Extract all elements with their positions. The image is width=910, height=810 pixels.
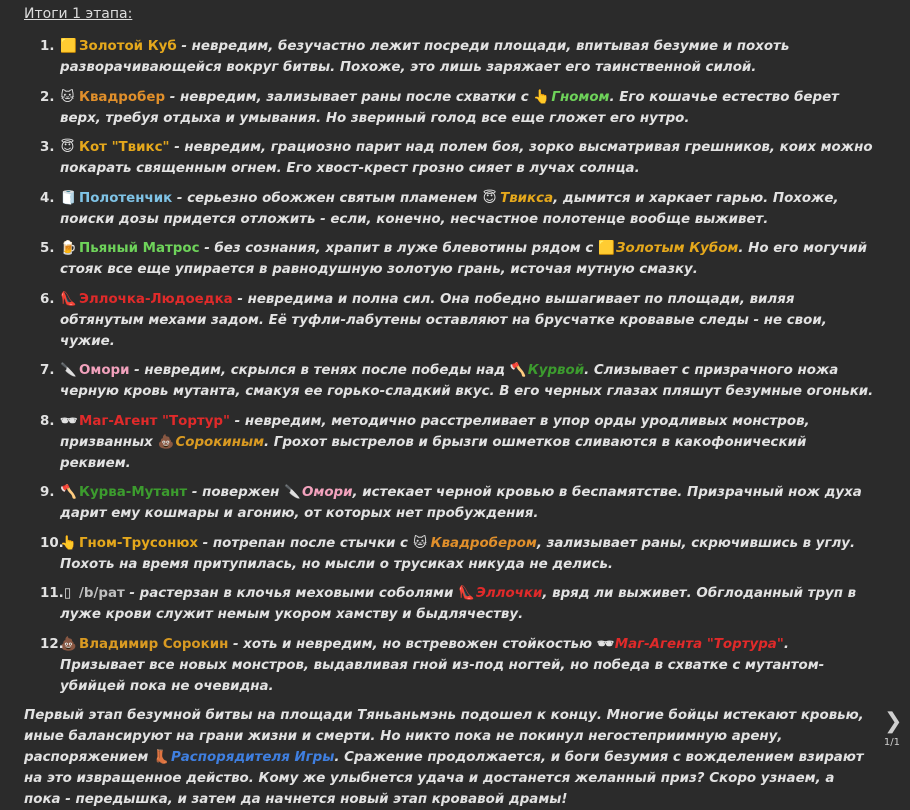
item-number: 12. <box>40 636 64 652</box>
results-list <box>24 36 874 697</box>
fighter-name: Полотенчик <box>79 190 173 206</box>
fighter-name: Маг-Агент "Тортур" <box>79 413 230 429</box>
stage-title: Итоги 1 этапа: <box>24 6 133 22</box>
reference-emoji-icon: 👢 <box>152 750 170 765</box>
result-item <box>40 238 874 280</box>
text-segment: , вряд ли выживет. Обглоданный труп в луже крови служит немым укором хамству и быдлячеству. <box>60 586 857 622</box>
text-segment: - без сознания, храпит в луже блевотины рядом с <box>199 241 599 256</box>
fighter-emoji-icon: ▯ <box>63 586 72 601</box>
reference-emoji-icon: 💩 <box>157 434 175 450</box>
text-segment: - невредим, грациозно парит над полем боя, зорко высматривая грешников, коих можно покарать священным огнем. Его хвост-крест грозно сияет в лучах солнца. <box>60 140 873 176</box>
reference-emoji-icon: 🪓 <box>509 363 527 378</box>
reference-emoji-icon: 🐱 <box>413 535 428 551</box>
item-number: 4. <box>40 190 55 206</box>
summary-paragraph <box>24 705 874 810</box>
result-item <box>40 289 874 352</box>
fighter-reference: Маг-Агента "Тортура" <box>614 636 784 652</box>
fighter-emoji-icon: 🍺 <box>60 241 77 256</box>
result-item <box>40 482 874 524</box>
text-segment: Первый этап безумной битвы на площади Тяньаньмэнь подошел к концу. Многие бойцы истекают кровью, иные балансируют на грани жизни и смерти. Но никто пока не покинул негостеприимную арену, распоряжением <box>24 708 864 765</box>
fighter-emoji-icon: 🧻 <box>60 190 77 206</box>
fighter-emoji-icon: 👠 <box>60 291 77 307</box>
reference-emoji-icon: 👆 <box>533 89 551 105</box>
reference-emoji-icon: 😇 <box>482 190 497 206</box>
text-segment: . Его кошачье естество берет верх, требуя отдыха и умывания. Но звериный голод все еще гложет его нутро. <box>60 89 839 126</box>
message-body <box>24 4 874 810</box>
fighter-name: Гном-Трусонюх <box>79 535 198 551</box>
fighter-emoji-icon: 💩 <box>60 636 77 652</box>
text-segment: - серьезно обожжен святым пламенем <box>172 190 483 206</box>
result-item <box>40 533 874 575</box>
text-segment: - растерзан в клочья меховыми соболями <box>124 586 459 601</box>
fighter-name: Курва-Мутант <box>79 485 188 500</box>
text-segment: , дымится и харкает гарью. Похоже, поиски дозы придется отложить - если, конечно, несчастное полотенце вообще выживет. <box>60 190 839 227</box>
text-segment: , зализывает раны, скрючившись в углу. Похоть на время притупилась, но мысли о трусиках никуда не делись. <box>60 535 856 572</box>
fighter-reference: Гномом <box>551 89 610 105</box>
fighter-reference: Эллочки <box>476 586 543 601</box>
fighter-reference: Распорядителя Игры <box>170 750 335 765</box>
result-item <box>40 411 874 474</box>
fighter-name: /b/рат <box>79 586 125 601</box>
fighter-name: Пьяный Матрос <box>79 241 200 256</box>
fighter-reference: Курвой <box>527 363 585 378</box>
text-segment: - потрепан после стычки с <box>197 535 413 551</box>
item-number: 9. <box>40 485 55 500</box>
item-number: 8. <box>40 413 55 429</box>
chevron-right-icon[interactable]: ❯ <box>884 709 903 734</box>
result-item <box>40 87 874 129</box>
fighter-name: Владимир Сорокин <box>79 636 229 652</box>
item-number: 11. <box>40 586 64 601</box>
item-number: 1. <box>40 39 55 54</box>
fighter-reference: Квадробером <box>430 535 537 551</box>
item-number: 3. <box>40 140 55 155</box>
text-segment: . Но его могучий стояк все еще упирается в равнодушную золотую грань, источая мутную смазку. <box>60 241 867 277</box>
fighter-reference: Омори <box>302 485 353 500</box>
fighter-reference: Золотым Кубом <box>616 241 739 256</box>
fighter-emoji-icon: 😇 <box>60 140 75 155</box>
fighter-emoji-icon: 🔪 <box>60 363 77 378</box>
result-item <box>40 634 874 697</box>
fighter-emoji-icon: 👆 <box>60 535 77 551</box>
text-segment: - невредим, скрылся в тенях после победы над <box>129 363 510 378</box>
reference-emoji-icon: 🕶 <box>596 636 614 652</box>
fighter-name: Кот "Твикс" <box>79 140 170 155</box>
fighter-reference: Твикса <box>500 190 554 206</box>
text-segment: . Грохот выстрелов и брызги ошметков сливаются в какофонический реквием. <box>60 434 807 471</box>
item-number: 7. <box>40 363 55 378</box>
text-segment: - повержен <box>187 485 284 500</box>
item-number: 10. <box>40 535 64 551</box>
item-number: 2. <box>40 89 55 105</box>
fighter-emoji-icon: 🐱 <box>60 89 75 105</box>
result-item <box>40 583 874 625</box>
result-item <box>40 137 874 179</box>
text-segment: - хоть и невредим, но встревожен стойкостью <box>228 636 597 652</box>
fighter-emoji-icon: 🕶 <box>60 413 77 429</box>
fighter-emoji-icon: 🟨 <box>60 39 77 54</box>
text-segment: , истекает черной кровью в беспамятстве. Призрачный нож духа дарит ему кошмары и агонию, от которых нет пробуждения. <box>60 485 862 521</box>
reference-emoji-icon: 🟨 <box>598 241 615 256</box>
text-segment: . Слизывает с призрачного ножа черную кровь мутанта, смакуя ее горько-сладкий вкус. В его черных глазах пляшут безумные огоньки. <box>60 363 874 399</box>
text-segment: - невредима и полна сил. Она победно вышагивает по площади, виляя обтянутым мехами задом. Её туфли-лабутены оставляют на брусчатке кровавые следы - не свои, чужие. <box>60 291 827 349</box>
text-segment: . Призывает все новых монстров, выдавливая гной из-под ногтей, но победа в схватке с мутантом-убийцей пока не очевидна. <box>60 636 825 694</box>
fighter-reference: Сорокиным <box>175 434 265 450</box>
reference-emoji-icon: 👠 <box>458 586 475 601</box>
fighter-name: Золотой Куб <box>79 39 177 54</box>
item-number: 6. <box>40 291 55 307</box>
text-segment: - невредим, методично расстреливает в упор орды уродливых монстров, призванных <box>60 413 810 450</box>
result-item <box>40 36 874 78</box>
reference-emoji-icon: 🔪 <box>284 485 301 500</box>
page-counter: 1/1 <box>883 737 900 748</box>
fighter-name: Эллочка-Людоедка <box>79 291 233 307</box>
result-item <box>40 188 874 230</box>
text-segment: . Сражение продолжается, и боги безумия с вожделением взирают на это извращенное действо. Кому же улыбнется удача и достанется желанный приз? Скоро узнаем, а пока - передышка, и затем да начнется новый этап кровавой драмы! <box>24 750 864 807</box>
text-segment: - невредим, безучастно лежит посреди площади, впитывая безумие и похоть разворачивающейся вокруг битвы. Похоже, это лишь заряжает его таинственной силой. <box>60 39 790 75</box>
fighter-name: Квадробер <box>79 89 166 105</box>
fighter-emoji-icon: 🪓 <box>60 485 77 500</box>
item-number: 5. <box>40 241 55 256</box>
result-item <box>40 360 874 402</box>
fighter-name: Омори <box>79 363 130 378</box>
text-segment: - невредим, зализывает раны после схватки с <box>165 89 534 105</box>
